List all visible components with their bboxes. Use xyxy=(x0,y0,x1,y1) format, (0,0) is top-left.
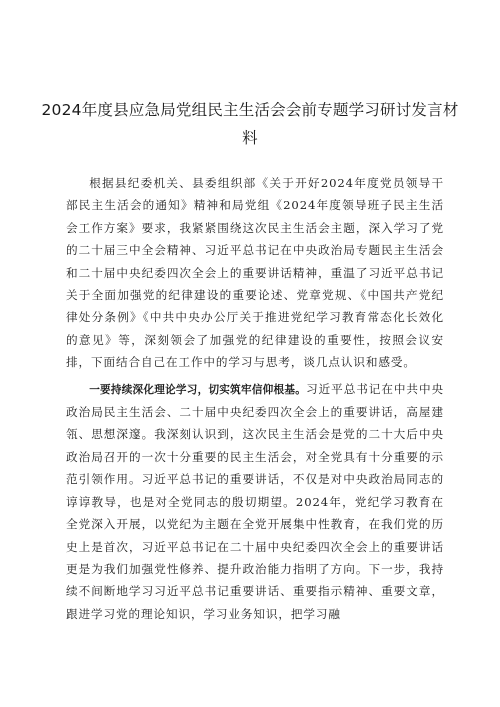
paragraph-section-1 xyxy=(66,378,444,625)
document-body xyxy=(66,172,444,625)
section-text: 习近平总书记在中共中央政治局民主生活会、二十届中央纪委四次全会上的重要讲话，高屋建瓴、思想深邃。我深刻认识到，这次民主生活会是党的二十大后中央政治局召开的一次十分重要的民主生活会，对全党具有十分重要的示范引领作用。习近平总书记的重要讲话，不仅是对中央政治局同志的谆谆教导，也是对全党同志的殷切期望。2024年，党纪学习教育在全党深入开展，以党纪为主题在全党开展集中性教育，在我们党的历史上是首次，习近平总书记在二十届中央纪委四次全会上的重要讲话更是为我们加强党性修养、提升政治能力指明了方向。下一步，我持续不间断地学习习近平总书记重要讲话、重要指示精神、重要文章，跟进学习党的理论知识，学习业务知识，把学习融 xyxy=(66,381,444,621)
section-heading: 一要持续深化理论学习，切实筑牢信仰根基。 xyxy=(89,383,307,396)
paragraph-intro: 根据县纪委机关、县委组织部《关于开好2024年度党员领导干部民主生活会的通知》精神和局党组《2024年度领导班子民主生活会工作方案》要求，我紧紧围绕这次民主生活会主题，深入学习了党的二十届三中全会精神、习近平总书记在中央政治局专题民主生活会和二十届中央纪委四次全会上的重要讲话精神，重温了习近平总书记关于全面加强党的纪律建设的重要论述、党章党规、《中国共产党纪律处分条例》《中共中央办公厅关于推进党纪学习教育常态化长效化的意见》等，深刻领会了加强党的纪律建设的重要性，按照会议安排，下面结合自己在工作中的学习与思考，谈几点认识和感受。 xyxy=(66,176,444,370)
document-title: 2024年度县应急局党组民主生活会会前专题学习研讨发言材料 xyxy=(41,101,459,147)
